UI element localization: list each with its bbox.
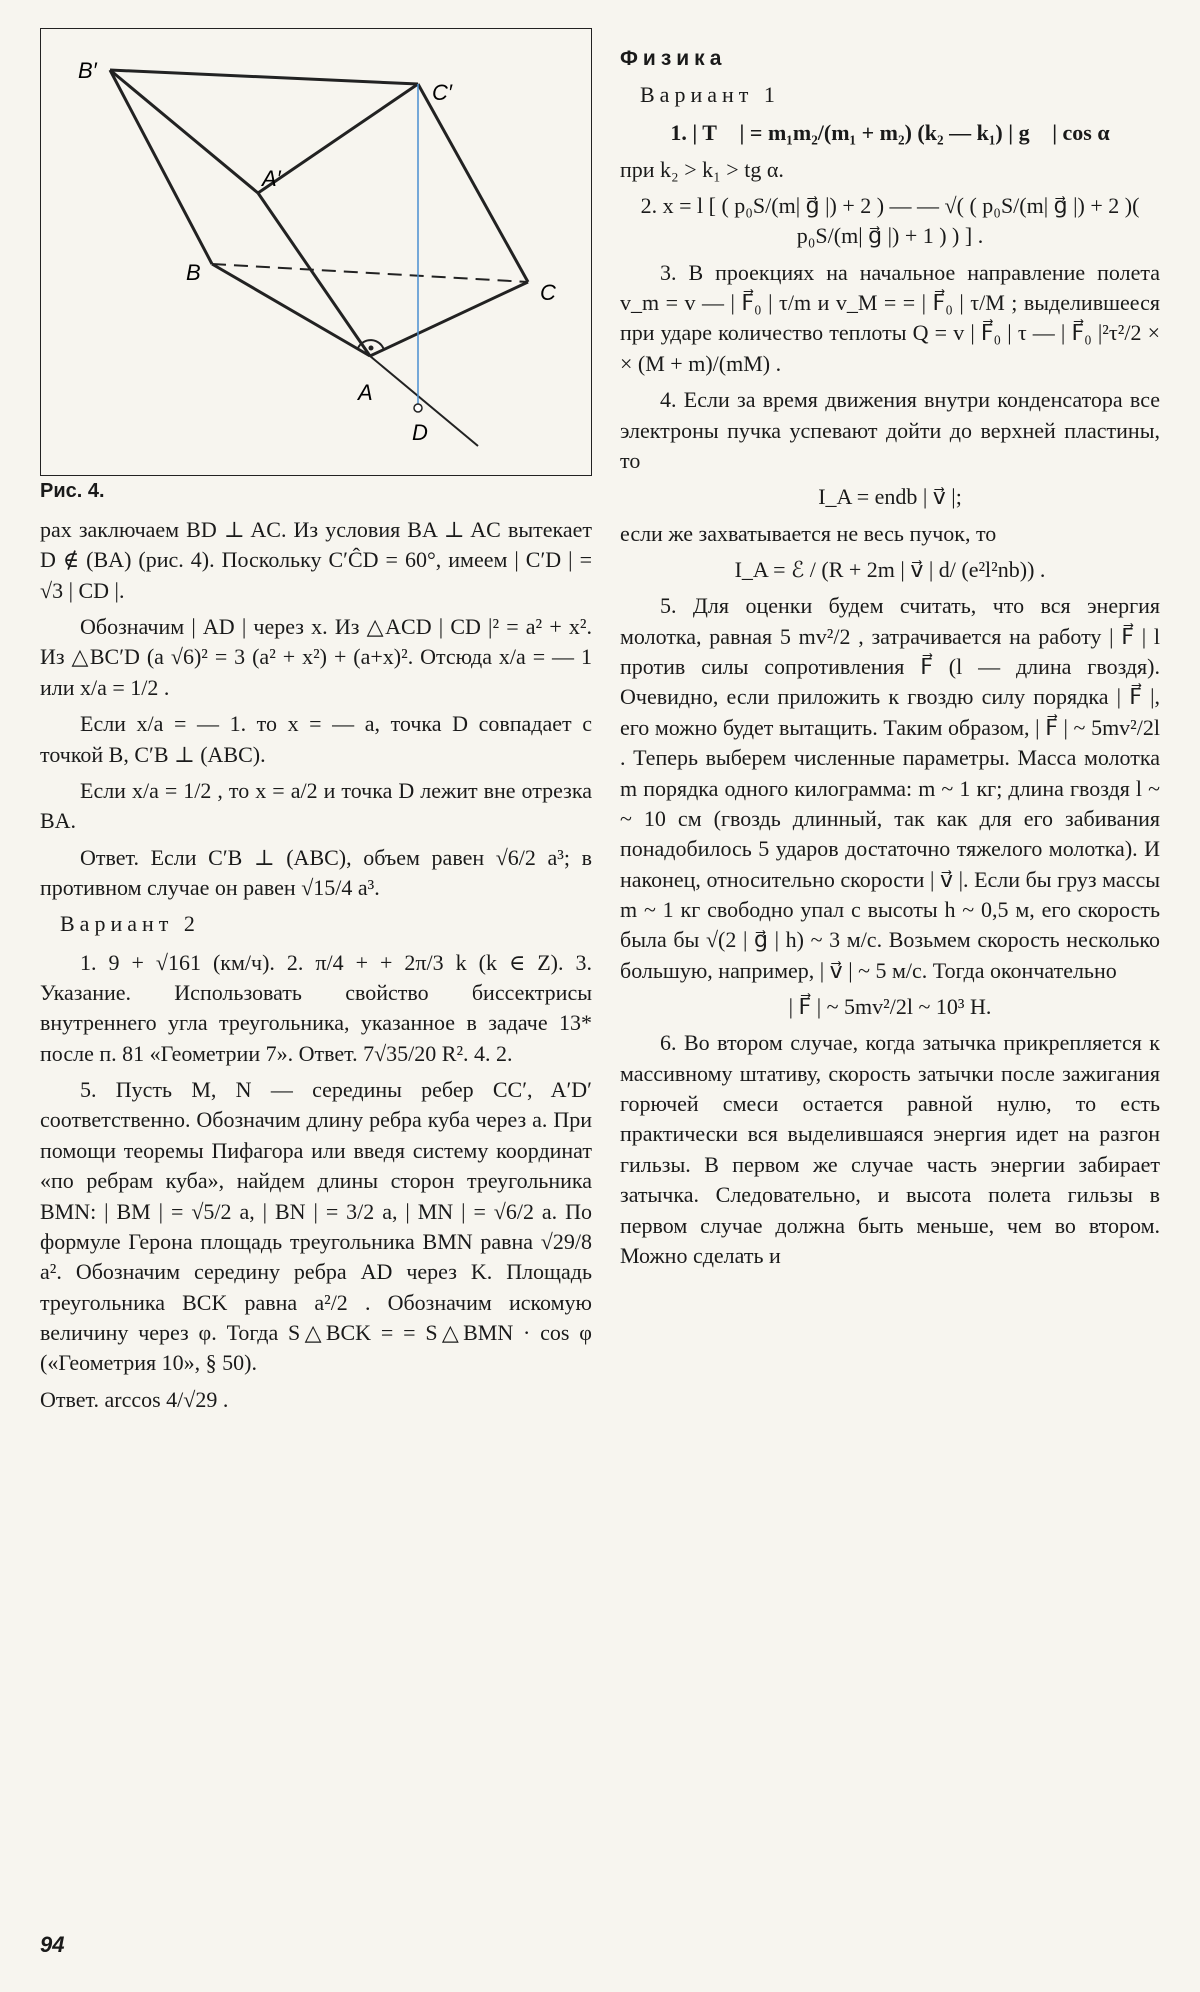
label-c-prime: C′ <box>432 80 453 105</box>
variant-2-heading: Вариант 2 <box>60 911 200 937</box>
edge-a-prime-a <box>258 193 370 356</box>
left-answer-1: Ответ. Если C′B ⊥ (ABC), объем равен √6/2 a³; в противном случае он равен √15/4 a³. <box>40 844 592 900</box>
right-column <box>620 45 1160 1277</box>
figure-4 <box>40 28 592 476</box>
formula-1: 1. | T⃗ | = m₁m₂/(m₁ + m₂) (k₂ — k₁) | g⃗ | cos α <box>670 120 1110 146</box>
figure-caption: Рис. 4. <box>40 480 105 502</box>
left-paragraph-6: 1. 9 + √161 (км/ч). 2. π/4 + + 2π/3 k (k ∈ Z). 3. Указание. Использовать свойство биссектрисы внутреннего угла треугольника, указанное в задаче 13* после п. 81 «Геометрии 7». Ответ. 7√35/20 R². 4. 2. <box>40 949 592 1066</box>
left-paragraph-3: Если x/a = — 1. то x = — a, точка D совпадает с точкой B, C′B ⊥ (ABC). <box>40 711 592 767</box>
right-paragraph-6: 6. Во втором случае, когда затычка прикрепляется к массивному штативу, скорость затычки после зажигания горючей смеси остается равной нулю, то есть практически вся выделившаяся энергия идет на разгон гильзы. В первом же случае часть энергии забирает затычка. Следовательно, и высота полета гильзы в первом случае должна быть меньше, чем во втором. Можно сделать и <box>620 1030 1160 1268</box>
left-column <box>40 515 592 1421</box>
formula-5: | F⃗ | ~ 5mv²/2l ~ 10³ H. <box>788 994 992 1020</box>
edge-b-prime-c-prime <box>110 70 418 84</box>
label-b-prime: B′ <box>78 58 97 83</box>
edge-c-prime-a-prime <box>258 84 418 193</box>
right-paragraph-4b: если же захватывается не весь пучок, то <box>620 520 997 546</box>
edge-c-prime-c <box>418 84 528 282</box>
edge-b-a <box>212 264 370 356</box>
formula-4a: I_A = endb | v⃗ |; <box>818 484 962 510</box>
physics-heading: Физика <box>620 47 727 70</box>
prism-diagram <box>40 28 592 476</box>
edge-c-a <box>370 282 528 356</box>
page-number: 94 <box>40 1932 65 1957</box>
point-d <box>414 404 422 412</box>
left-paragraph-2: Обозначим | AD | через x. Из △ACD | CD |² = a² + x². Из △BC′D (a √6)² = 3 (a² + x²) + (a+x)². Отсюда x/a = — 1 или x/a = 1/2 . <box>40 614 592 700</box>
formula-1-condition: при k₂ > k₁ > tg α. <box>620 156 784 182</box>
formula-4b: I_A = ℰ / (R + 2m | v⃗ | d/ (e²l²nb)) . <box>734 557 1046 582</box>
variant-1-heading: Вариант 1 <box>640 81 780 107</box>
edge-b-prime-a-prime <box>110 70 258 193</box>
left-paragraph-7: 5. Пусть M, N — середины ребер CC′, A′D′ соответственно. Обозначим длину ребра куба через a. При помощи теоремы Пифагора или введя систему координат «по ребрам куба», найдем длины сторон треугольника BMN: | BM | = √5/2 a, | BN | = 3/2 a, | MN | = √6/2 a. По формуле Герона площадь треугольника BMN равна √29/8 a². Обозначим середину ребра AD через K. Площадь треугольника BCK равна a²/2 . Обозначим искомую величину через φ. Тогда S△BCK = = S△BMN · cos φ («Геометрия 10», § 50). <box>40 1077 592 1376</box>
label-c: C <box>540 280 556 305</box>
right-paragraph-5: 5. Для оценки будем считать, что вся энергия молотка, равная 5 mv²/2 , затрачивается на работу | F⃗ | l против силы сопротивления F⃗ (l — длина гвоздя). Очевидно, если приложить к гвоздю силу порядка | F⃗ |, его можно будет вытащить. Таким образом, | F⃗ | ~ 5mv²/2l . Теперь выберем численные параметры. Масса молотка m порядка одного килограмма: m ~ 1 кг; длина гвоздя l ~ ~ 10 см (гвоздь длинный, так как для его забивания понадобилось 5 ударов достаточно тяжелого молотка). И наконец, относительно скорости | v⃗ |. Если бы груз массы m ~ 1 кг свободно упал с высоты h ~ 0,5 м, его скорость была бы √(2 | g⃗ | h) ~ 3 м/с. Возьмем скорость несколько большую, например, | v⃗ | ~ 5 м/с. Тогда окончательно <box>620 593 1160 983</box>
angle-dot <box>369 346 374 351</box>
edge-b-c-hidden <box>212 264 528 282</box>
left-paragraph-4: Если x/a = 1/2 , то x = a/2 и точка D лежит вне отрезка BA. <box>40 777 592 834</box>
right-paragraph-3: 3. В проекциях на начальное направление полета v_m = v — | F⃗₀ | τ/m и v_M = = | F⃗₀ | τ/M ; выделившееся при ударе количество теплоты Q = v | F⃗₀ | τ — | F⃗₀ |²τ²/2 × × (M + m)/(mM) . <box>620 259 1160 376</box>
label-a-prime: A′ <box>262 166 281 191</box>
edge-b-prime-b <box>110 70 212 264</box>
label-d: D <box>412 420 428 445</box>
label-a: A <box>358 380 373 405</box>
label-b: B <box>186 260 201 285</box>
formula-2: 2. x = l [ ( p₀S/(m| g⃗ |) + 2 ) — — √( ( p₀S/(m| g⃗ |) + 2 )( p₀S/(m| g⃗ |) + 1 ) ) ] . <box>640 193 1140 249</box>
left-paragraph-1: рах заключаем BD ⊥ AC. Из условия BA ⊥ AC вытекает D ∉ (BA) (рис. 4). Поскольку C′ĈD = 60°, имеем | C′D | = √3 | CD |. <box>40 517 592 603</box>
right-paragraph-4: 4. Если за время движения внутри конденсатора все электроны пучка успевают дойти до верхней пластины, то <box>620 387 1160 473</box>
left-answer-2: Ответ. arccos 4/√29 . <box>40 1386 229 1412</box>
